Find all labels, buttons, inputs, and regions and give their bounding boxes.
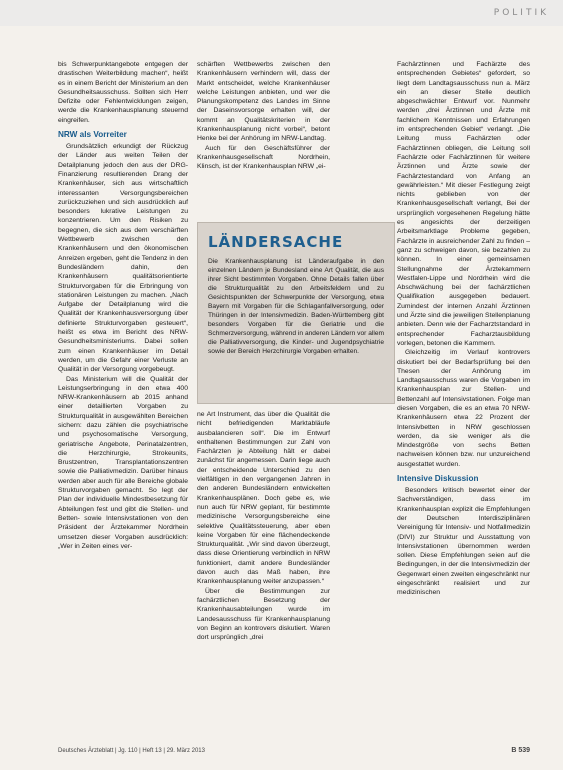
paragraph: Fachärztinnen und Fachärzte des entsprechenden Gebietes“ gefordert, so liegt dem Landtagsausschuss nun a. März ein an dieser Stelle deutlich abgeschwächter Entwurf vor. Nunmehr werden „drei Ärztinnen und Ärzte mit fachlichem Kenntnissen und Erfahrungen im entsprechenden Gebiet“ verlangt. „Die Leitung muss Fachärzten oder Fachärztinnen obliegen, die Leitung soll Fachärzte oder Fachärztinnen für weitere Ärztinnen und Ärzte sowie der Fachärztestandard von Anfang an gewährleisten.“ Mit dieser Festlegung zeigt nichts geblieben von der Krankenhausgesellschaft verlangt, Bei der ursprünglich vorgesehenen Regelung hätte es angesichts der derzeitigen Arbeitsmarktlage Probleme gegeben, Fachärzte in ausreichender Zahl zu finden – ganz zu schweigen davon, sie bezahlen zu können. In einer gemeinsamen Stellungnahme der Ärztekammern Westfalen-Lippe und Nordrhein wird die Abschwächung bei der fachärztlichen Qualifikation ausgegeben bedauert. Zumindest der internen Anzahl Ärztinnen und Ärzte sind die jeweiligen Stellenplanung anbieten. Denn wie der Facharztstandard in entsprechender Facharztausbildung vorlegen, betonen die Kammern. bbox=[397, 61, 531, 347]
paragraph: Auch für den Geschäftsführer der Krankenhausgesellschaft Nordrhein, Klinsch, ist der Krankenhausplan NRW „ei- bbox=[197, 144, 330, 171]
info-box-title: LÄNDERSACHE bbox=[208, 233, 344, 251]
paragraph: Gleichzeitig im Verlauf kontrovers diskutiert bei der Bedarfsprüfung bei den Thesen der Anhörung im Landtagsausschuss waren die Vorgaben im Krankenhausplan zur Stellen- und Bettenzahl auf Intensivstationen. Folge man diesen Vorgaben, die es an etwa 70 NRW-Krankenhäusern etwa 22 Prozent der Intensivbetten in NRW geschlossen werden, da sie weniger als die Mindestgröße von sechs Betten nachweisen können bzw. nur unzureichend ausgestattet wurden. bbox=[397, 349, 530, 468]
paragraph: ne Art Instrument, das über die Qualität die nicht befriedigenden Marktabläufe ausbalancieren soll“. Die im Entwurf enthaltenen Bestimmungen zur Zahl von Fachärzten je Abteilung hält er dabei zunächst für angemessen. Darin liege auch der entscheidende Unterschied zu den vielfältigen in den vergangenen Jahren in den anderen Bundesländern entwickelten Krankenhausplänen. Doch gebe es, wie nun auch für NRW geplant, für bestimmte medizinische Versorgungsbereiche eine selektive Qualitätssteuerung, aber eben keine Vorgaben für eine flächendeckende Strukturqualität. „Wir sind davon überzeugt, dass diese Orientierung verbindlich in NRW funktioniert, damit andere Bundesländer davon auch das Maß haben, ihre Krankenhausplanung weiter anzupassen.“ bbox=[197, 411, 330, 586]
paragraph: bis Schwerpunktangebote entgegen der drastischen Weiterbildung machen“, heißt es in einem Bericht der Ministerium an den Gesundheitsausschuss. Sollten sich Herr Defizite oder Fehlentwicklungen zeigen, werde die Krankenhausplanung steuernd eingreifen. bbox=[58, 61, 188, 124]
info-box-body: Die Krankenhausplanung ist Länderaufgabe in den einzelnen Ländern je Bundesland eine Art Qualität, die aus ihrer Sicht bestimmten Vorgaben. Ohne Details fallen über die Strukturqualität zu den Arbeitsfeldern und zu Gesichtspunkten der Schwerpunkte der Versorgung, etwa Bayern mit Vorgaben für die Schlaganfallversorgung, oder Thüringen in der Intensivmedizin. Baden-Württemberg gibt besonders Vorgaben für die Geriatrie und die Schmerzversorgung, während in anderen Ländern vor allem die Palliativversorgung, die Kinder- und Jugendpsychiatrie sowie der Bereich Herzchirurgie Vorgaben erhalten. bbox=[208, 258, 384, 355]
paragraph: Besonders kritisch bewertet einer der Sachverständigen, dass im Krankenhausplan explizit die Empfehlungen der Deutschen Interdisziplinären Vereinigung für Intensiv- und Notfallmedizin (DIVI) zur Struktur und Ausstattung von Intensivstationen übernommen werden sollen. Diese Empfehlungen seien auf die Bedingungen, in der die Intensivmedizin der Gegenwart einen zweiten eingeschränkt nur eingeschränkt realisiert und zur medizinischen bbox=[397, 487, 530, 597]
section-rubric: POLITIK bbox=[493, 8, 549, 18]
paragraph: Das Ministerium will die Qualität der Leistungserbringung in den etwa 400 NRW-Krankenhäusern ab 2015 anhand einer detaillierten Vorgaben zu Strukturqualität in ausgewählten Bereichen sichern: dazu zählen die psychiatrische und psychosomatische Versorgung, geriatrische Angebote, Perinatalzentren, die Herzchirurgie, Strokeunits, Brustzentren, Transplantationszentren sowie die Palliativmedizin. Darüber hinaus werden aber auch für alle Bereiche globale Strukturvorgaben gemacht. So legt der Plan der individuelle Mindestbesetzung für Abteilungen fest und gibt die Stellen- und Betten- sowie Intensivstationen von den Präsident der Ärztekammer Nordrhein umsetzen dieser Vorgaben ausdrücklich: „Wer in Zeiten eines ver- bbox=[58, 375, 188, 550]
subheading: Intensive Diskussion bbox=[397, 474, 479, 484]
column-1 bbox=[58, 60, 188, 551]
column-2 bbox=[197, 60, 330, 172]
paragraph: Grundsätzlich erkundigt der Rückzug der Länder aus weiten Teilen der Detailplanung jedoch den aus der DRG-Finanzierung resultierenden Drang der Krankenhäuser, sich aus wirtschaftlich interessanten Versorgungsbereichen zurückzuziehen und sich ausdrücklich auf besonders lukrative Leistungen zu konzentrieren. Um den Risiken zu begegnen, die sich aus dem verschärften Wettbewerb zwischen den Krankenhäusern und den ökonomischen Anreizen ergeben, geht die Tendenz in den Bundesländern dahin, den Krankenhäusern qualitätsorientierte Strukturvorgaben für die Erbringung von stationären Leistungen zu machen. „Nach Aufgabe der Detailplanung wird die Qualität der Krankenhausversorgung über definierte Strukturvorgaben gesteuert“, heißt es etwa im Bericht des NRW-Gesundheitsministeriums. Dabei sollen zum einen Krankenhäuser im Detail werden, um die Gefahr einer Verluste an Qualität in der Versorgung vorgebeugt. bbox=[58, 143, 188, 374]
journal-citation: Deutsches Ärzteblatt | Jg. 110 | Heft 13 | 29. März 2013 bbox=[58, 748, 205, 754]
column-2-continued bbox=[197, 410, 330, 642]
column-3 bbox=[397, 60, 530, 598]
paragraph: Über die Bestimmungen zur fachärztlichen Besetzung der Krankenhausabteilungen wurde im Landesausschuss für Krankenhausplanung von Beginn an kontrovers diskutiert. Waren dort ursprünglich „drei bbox=[197, 587, 330, 642]
subheading: NRW als Vorreiter bbox=[58, 130, 127, 140]
page-number: B 539 bbox=[511, 747, 530, 754]
info-box bbox=[197, 222, 395, 404]
header-bar bbox=[0, 0, 563, 26]
paragraph: schärften Wettbewerbs zwischen den Krankenhäusern verhindern will, dass der Markt entscheidet, welche Krankenhäuser welche Leistungen anbieten, und wer die Planungskompetenz des Landes im Sinne der Daseinsvorsorge erhalten will, der kommt an Qualitätskriterien in der Krankenhausplanung nicht vorbei“, betont Henke bei der Anhörung im NRW-Landtag. bbox=[197, 61, 330, 143]
